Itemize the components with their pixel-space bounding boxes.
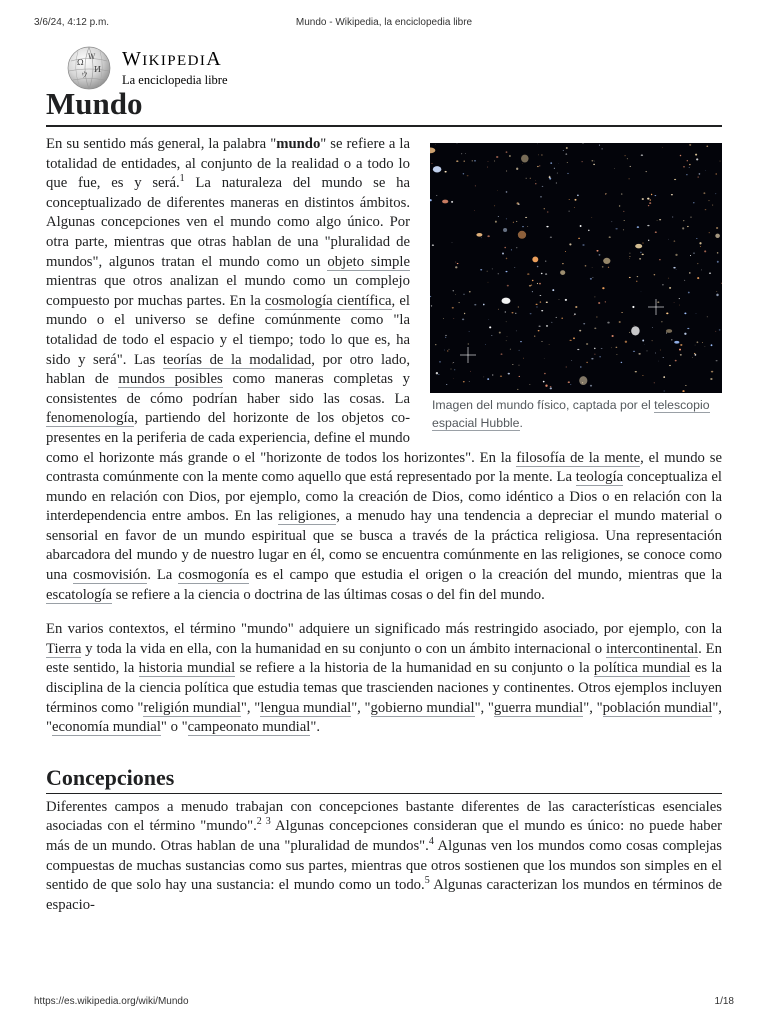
image-caption: Imagen del mundo físico, captada por el telescopio espacial Hubble.: [432, 398, 710, 430]
svg-text:Ω: Ω: [77, 58, 84, 67]
infobox-image: [430, 143, 726, 432]
print-footer: [34, 996, 734, 1010]
link-teologia[interactable]: teología: [575, 469, 624, 486]
ref-3[interactable]: 3: [265, 816, 271, 828]
link-cosmogonia[interactable]: cosmogonía: [178, 567, 250, 584]
link-filosofia-mente[interactable]: filosofía de la mente: [516, 449, 641, 466]
link-objeto-simple[interactable]: objeto simple: [327, 253, 410, 270]
link-religiones[interactable]: religiones: [278, 508, 337, 525]
link-escatologia[interactable]: escatología: [46, 586, 113, 603]
link-intercontinental[interactable]: intercontinental: [605, 640, 699, 657]
ref-4[interactable]: 4: [428, 836, 434, 847]
svg-text:И: И: [94, 65, 101, 74]
paragraph-concepciones: Diferentes campos a menudo trabajan con concepciones bastante diferentes de las características esenciales asociadas con el término "mundo".$^{2 3}$ Algunas concepciones consideran que el mundo es único: no puede haber más de un mundo. Otras hablan de una "pluralidad de mundos".$^4$ Algunas ven los mundos como cosas complejas compuestas de muchas sustancias como sus partes, mientras que otros sostienen que los mundos son simples en el sentido de que solo hay una sustancia: el mundo como un todo.$^5$ Algunas caracterizan los mundos en términos de espacio-: [46, 798, 722, 913]
link-fenomenologia[interactable]: fenomenología: [46, 410, 135, 427]
paragraph-intro: En su sentido más general, la palabra "mundo" se refiere a la totalidad de entidades, al conjunto de la realidad o a todo lo que fue, es y será.$^1$ La naturaleza del mundo se ha conceptualizado de diferentes maneras en distintos ámbitos. Algunas concepciones ven el mundo como algo único. Por otra parte, mientras que otras hablan de una "pluralidad de mundos", algunos tratan el mundo como un objeto simple mientras que otros analizan el mundo como un complejo compuesto por muchas partes. En la cosmología científica, el mundo o el universo se define comúnmente como "la totalidad de todo el espacio y el tiempo; todo lo que es, ha sido y será". Las teorías de la modalidad, por otro lado, hablan de mundos posibles como maneras completas y consistentes de cómo podrían haber sido las cosas. La fenomenología, partiendo del horizonte de los objetos co-presentes en la periferia de cada experiencia, define el mundo como el horizonte más grande o el "horizonte de todos los horizontes". En la filosofía de la mente, el mundo se contrasta comúnmente con la mente como aquello que está representado por la mente. La teología conceptualiza el mundo en relación con Dios, por ejemplo, como la creación de Dios, como idéntico a Dios o en relación con la interdependencia entre ambos. En las religiones, a menudo hay una tendencia a depreciar el mundo material o sensorial en favor de un mundo espiritual que se busca a través de la práctica religiosa. Una representación abarcadora del mundo y de nuestro lugar en él, como se encuentra comúnmente en las religiones, se conoce como una cosmovisión. La cosmogonía es el campo que estudia el origen o la creación del mundo, mientras que la escatología se refiere a la ciencia o doctrina de las últimas cosas o del fin del mundo.: [46, 136, 722, 603]
svg-text:ウ: ウ: [81, 71, 88, 79]
svg-text:W: W: [88, 53, 96, 61]
link-guerra-mundial[interactable]: guerra mundial: [493, 699, 584, 716]
print-url: https://es.wikipedia.org/wiki/Mundo: [34, 996, 189, 1007]
link-historia-mundial[interactable]: historia mundial: [138, 660, 236, 677]
wordmark-tagline: La enciclopedia libre: [122, 72, 228, 87]
ref-5[interactable]: 5: [424, 875, 430, 887]
link-religion-mundial[interactable]: religión mundial: [143, 699, 241, 716]
link-cosmovision[interactable]: cosmovisión: [73, 567, 148, 584]
link-mundos-posibles[interactable]: mundos posibles: [118, 371, 223, 388]
link-poblacion-mundial[interactable]: población mundial: [602, 699, 713, 716]
link-teorias-modalidad[interactable]: teorías de la modalidad: [162, 351, 312, 368]
print-header: [34, 12, 734, 28]
link-politica-mundial[interactable]: política mundial: [593, 660, 691, 677]
link-tierra[interactable]: Tierra: [46, 640, 82, 657]
link-campeonato-mundial[interactable]: campeonato mundial: [187, 719, 311, 736]
ref-2[interactable]: 2: [256, 816, 262, 828]
link-telescopio-hubble[interactable]: telescopio espacial Hubble: [432, 398, 710, 430]
ref-1[interactable]: 1: [179, 173, 185, 185]
link-economia-mundial[interactable]: economía mundial: [52, 719, 161, 736]
paragraph-contexts: En varios contextos, el término "mundo" adquiere un significado más restringido asociado, por ejemplo, con la Tierra y toda la vida en ella, con la humanidad en su conjunto o con un ámbito internacional o intercontinental. En este sentido, la historia mundial se refiere a la historia de la humanidad en su conjunto o la política mundial es la disciplina de la ciencia política que estudia temas que trascienden naciones y continentes. Otros ejemplos incluyen términos como "religión mundial", "lengua mundial", "gobierno mundial", "guerra mundial", "población mundial", "economía mundial" o "campeonato mundial".: [46, 621, 722, 736]
print-datetime: 3/6/24, 4:12 p.m.: [34, 17, 110, 28]
print-tab-title: Mundo - Wikipedia, la enciclopedia libre: [295, 17, 473, 28]
wordmark: [122, 48, 228, 87]
article-body: [46, 135, 722, 915]
page-title: Mundo: [46, 84, 722, 127]
link-gobierno-mundial[interactable]: gobierno mundial: [370, 699, 475, 716]
link-lengua-mundial[interactable]: lengua mundial: [260, 699, 352, 716]
wordmark-title: WIKIPEDIA: [122, 47, 223, 70]
link-cosmologia-cientifica[interactable]: cosmología científica: [264, 292, 392, 309]
hubble-deep-field-image[interactable]: [430, 143, 722, 393]
print-page-number: 1/18: [714, 996, 734, 1007]
section-heading-concepciones: Concepciones: [46, 764, 722, 794]
